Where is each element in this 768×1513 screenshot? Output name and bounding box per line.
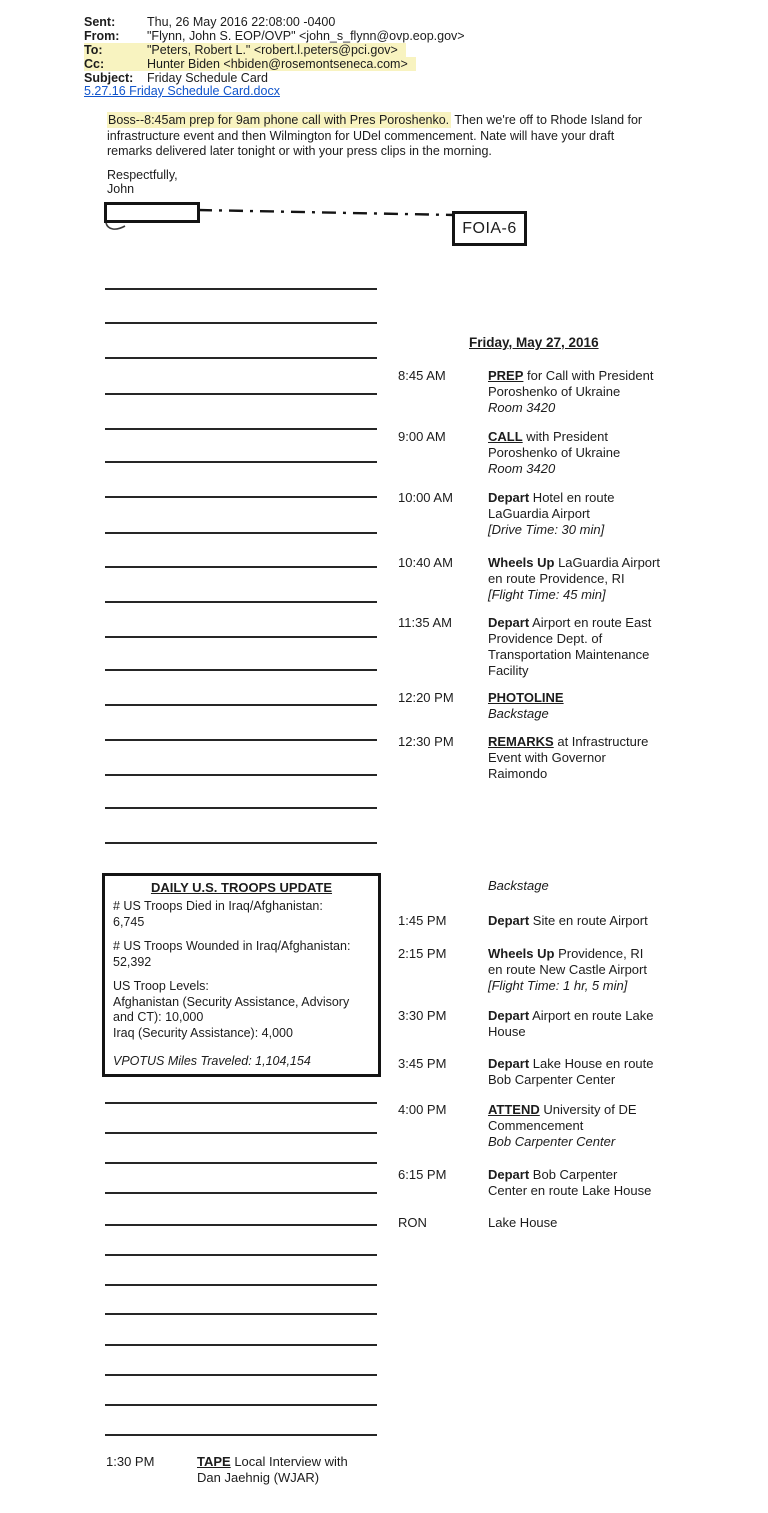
blank-schedule-line (105, 1313, 377, 1315)
event-time: 1:30 PM (106, 1454, 155, 1469)
troops-line: # US Troops Wounded in Iraq/Afghanistan: (113, 939, 351, 953)
header-label: Subject: (84, 71, 134, 85)
schedule-event (398, 1167, 651, 1199)
blank-schedule-line (105, 1224, 377, 1226)
schedule-event (398, 1056, 654, 1088)
blank-schedule-line (105, 532, 377, 534)
header-row (84, 43, 406, 57)
event-text-line: TAPE Local Interview with (197, 1454, 348, 1469)
event-text-line: Dan Jaehnig (WJAR) (197, 1470, 320, 1485)
header-label: Cc: (84, 57, 105, 71)
event-text-line: Room 3420 (488, 400, 556, 415)
blank-schedule-line (105, 842, 377, 844)
schedule-event (398, 1102, 637, 1150)
schedule-event (398, 946, 647, 994)
blank-schedule-line (105, 601, 377, 603)
troops-line: 6,745 (113, 914, 145, 929)
blank-schedule-line (105, 428, 377, 430)
troops-line: and CT): 10,000 (113, 1010, 204, 1024)
event-text-line: Center en route Lake House (488, 1183, 652, 1198)
blank-schedule-line (105, 774, 377, 776)
blank-schedule-line (105, 1162, 377, 1164)
event-text-line: PREP for Call with President (488, 368, 654, 383)
event-text-line: [Drive Time: 30 min] (488, 522, 605, 537)
schedule-event (398, 368, 653, 416)
header-value: Friday Schedule Card (147, 71, 268, 85)
blank-schedule-line (105, 1404, 377, 1406)
blank-schedule-line (105, 1254, 377, 1256)
header-value: "Peters, Robert L." <robert.l.peters@pci.gov> (147, 43, 398, 57)
header-row (84, 71, 268, 85)
body-line: Boss--8:45am prep for 9am phone call with Pres Poroshenko. Then we're off to Rhode Island for (108, 113, 643, 127)
event-time: 2:15 PM (398, 946, 447, 961)
schedule-event (398, 615, 651, 679)
blank-schedule-line (105, 704, 377, 706)
blank-schedule-line (105, 393, 377, 395)
body-line: infrastructure event and then Wilmington for UDel commencement. Nate will have your draft (107, 128, 615, 143)
foia-exemption-stamp (452, 211, 527, 246)
blank-schedule-line (105, 807, 377, 809)
event-text-line: Depart Airport en route Lake (488, 1008, 654, 1023)
signature-redaction-box (104, 202, 200, 223)
blank-schedule-line (105, 1344, 377, 1346)
event-time: 4:00 PM (398, 1102, 447, 1117)
event-text-line: Depart Hotel en route (488, 490, 615, 505)
blank-schedule-line (105, 739, 377, 741)
event-time: 10:40 AM (398, 555, 453, 570)
foia-stamp-label: FOIA-6 (462, 219, 517, 237)
troops-line: US Troop Levels: (113, 979, 209, 993)
event-time: 11:35 AM (398, 615, 452, 630)
event-text-line: en route New Castle Airport (488, 962, 647, 977)
event-text-line: Depart Lake House en route (488, 1056, 654, 1071)
blank-schedule-line (105, 566, 377, 568)
event-text-line: PHOTOLINE (488, 690, 564, 705)
event-time: 10:00 AM (398, 490, 453, 505)
blank-schedule-line (105, 1192, 377, 1194)
blank-schedule-line (105, 461, 377, 463)
event-time: 12:20 PM (398, 690, 454, 705)
blank-schedule-line (105, 1374, 377, 1376)
blank-schedule-line (105, 1132, 377, 1134)
event-text-line: en route Providence, RI (488, 571, 625, 586)
event-text-line: Depart Airport en route East (488, 615, 652, 630)
troops-update-body (113, 899, 370, 1070)
schedule-event (398, 490, 614, 538)
event-time: 9:00 AM (398, 429, 446, 444)
header-value: Hunter Biden <hbiden@rosemontseneca.com> (147, 57, 408, 71)
troops-paragraph (113, 899, 370, 930)
event-time: 3:30 PM (398, 1008, 447, 1023)
header-value: "Flynn, John S. EOP/OVP" <john_s_flynn@ovp.eop.gov> (147, 29, 465, 43)
event-time: RON (398, 1215, 427, 1230)
blank-schedule-line (105, 322, 377, 324)
troops-line: # US Troops Died in Iraq/Afghanistan: (113, 899, 323, 913)
event-text-line: House (488, 1024, 526, 1039)
body-line: remarks delivered later tonight or with your press clips in the morning. (107, 144, 492, 158)
blank-schedule-line (105, 636, 377, 638)
blank-schedule-line (105, 669, 377, 671)
event-text-line: Backstage (488, 878, 549, 893)
event-text-line: Depart Site en route Airport (488, 913, 648, 928)
troops-paragraph (113, 1054, 370, 1070)
event-text-line: CALL with President (488, 429, 608, 444)
troops-line: 52,392 (113, 954, 152, 969)
schedule-event (398, 690, 564, 722)
header-label: From: (84, 29, 120, 43)
closing-text: Respectfully, (107, 168, 178, 182)
event-text-line: Poroshenko of Ukraine (488, 384, 621, 399)
header-row (84, 29, 465, 43)
troops-update-title: DAILY U.S. TROOPS UPDATE (150, 880, 333, 895)
event-text-line: [Flight Time: 45 min] (488, 587, 606, 602)
event-text-line: [Flight Time: 1 hr, 5 min] (488, 978, 628, 993)
signature-mark (104, 221, 128, 233)
event-time: 3:45 PM (398, 1056, 447, 1071)
schedule-event (398, 429, 620, 477)
header-value: Thu, 26 May 2016 22:08:00 -0400 (147, 15, 336, 29)
event-time: 6:15 PM (398, 1167, 447, 1182)
event-text-line: Event with Governor (488, 750, 606, 765)
event-text-line: Wheels Up LaGuardia Airport (488, 555, 660, 570)
event-time: 8:45 AM (398, 368, 446, 383)
event-text-line: Room 3420 (488, 461, 556, 476)
schedule-event (398, 878, 549, 894)
schedule-event (398, 734, 648, 782)
event-text-line: Bob Carpenter Center (488, 1134, 616, 1149)
troops-update-box (102, 873, 381, 1077)
event-time: 1:45 PM (398, 913, 447, 928)
blank-schedule-line (105, 288, 377, 290)
header-row (84, 15, 335, 29)
troops-line: Iraq (Security Assistance): 4,000 (113, 1025, 293, 1040)
body-highlight: Boss--8:45am prep for 9am phone call with Pres Poroshenko. (108, 113, 450, 127)
blank-schedule-line (105, 1284, 377, 1286)
event-text-line: Backstage (488, 706, 549, 721)
email-closing (107, 169, 178, 196)
header-row (84, 57, 416, 71)
event-text-line: Facility (488, 663, 529, 678)
schedule-event (398, 1008, 654, 1040)
blank-schedule-line (105, 357, 377, 359)
schedule-event (398, 913, 648, 929)
blank-schedule-line (105, 1434, 377, 1436)
schedule-date-heading: Friday, May 27, 2016 (469, 335, 599, 350)
schedule-event (398, 555, 660, 603)
header-label: To: (84, 43, 103, 57)
troops-paragraph (113, 939, 370, 970)
event-text-line: Bob Carpenter Center (488, 1072, 616, 1087)
schedule-event (398, 1215, 557, 1231)
redaction-connector-line (197, 204, 455, 220)
troops-line: VPOTUS Miles Traveled: 1,104,154 (113, 1054, 311, 1068)
signature-name: John (107, 181, 135, 196)
header-label: Sent: (84, 15, 116, 29)
attachment-link[interactable]: 5.27.16 Friday Schedule Card.docx (84, 84, 280, 98)
event-time: 12:30 PM (398, 734, 454, 749)
event-text-line: LaGuardia Airport (488, 506, 590, 521)
event-text-line: Wheels Up Providence, RI (488, 946, 644, 961)
event-text-line: REMARKS at Infrastructure (488, 734, 649, 749)
troops-paragraph (113, 979, 370, 1041)
schedule-event (106, 1454, 348, 1486)
event-text-line: Providence Dept. of (488, 631, 603, 646)
troops-line: Afghanistan (Security Assistance, Advisory (113, 994, 350, 1009)
email-header-block (84, 15, 465, 85)
event-text-line: Poroshenko of Ukraine (488, 445, 621, 460)
event-text-line: ATTEND University of DE (488, 1102, 637, 1117)
event-text-line: Commencement (488, 1118, 584, 1133)
blank-schedule-line (105, 1102, 377, 1104)
event-text-line: Lake House (488, 1215, 558, 1230)
event-text-line: Transportation Maintenance (488, 647, 650, 662)
blank-schedule-line (105, 496, 377, 498)
event-text-line: Depart Bob Carpenter (488, 1167, 618, 1182)
email-body (107, 113, 642, 160)
event-text-line: Raimondo (488, 766, 548, 781)
